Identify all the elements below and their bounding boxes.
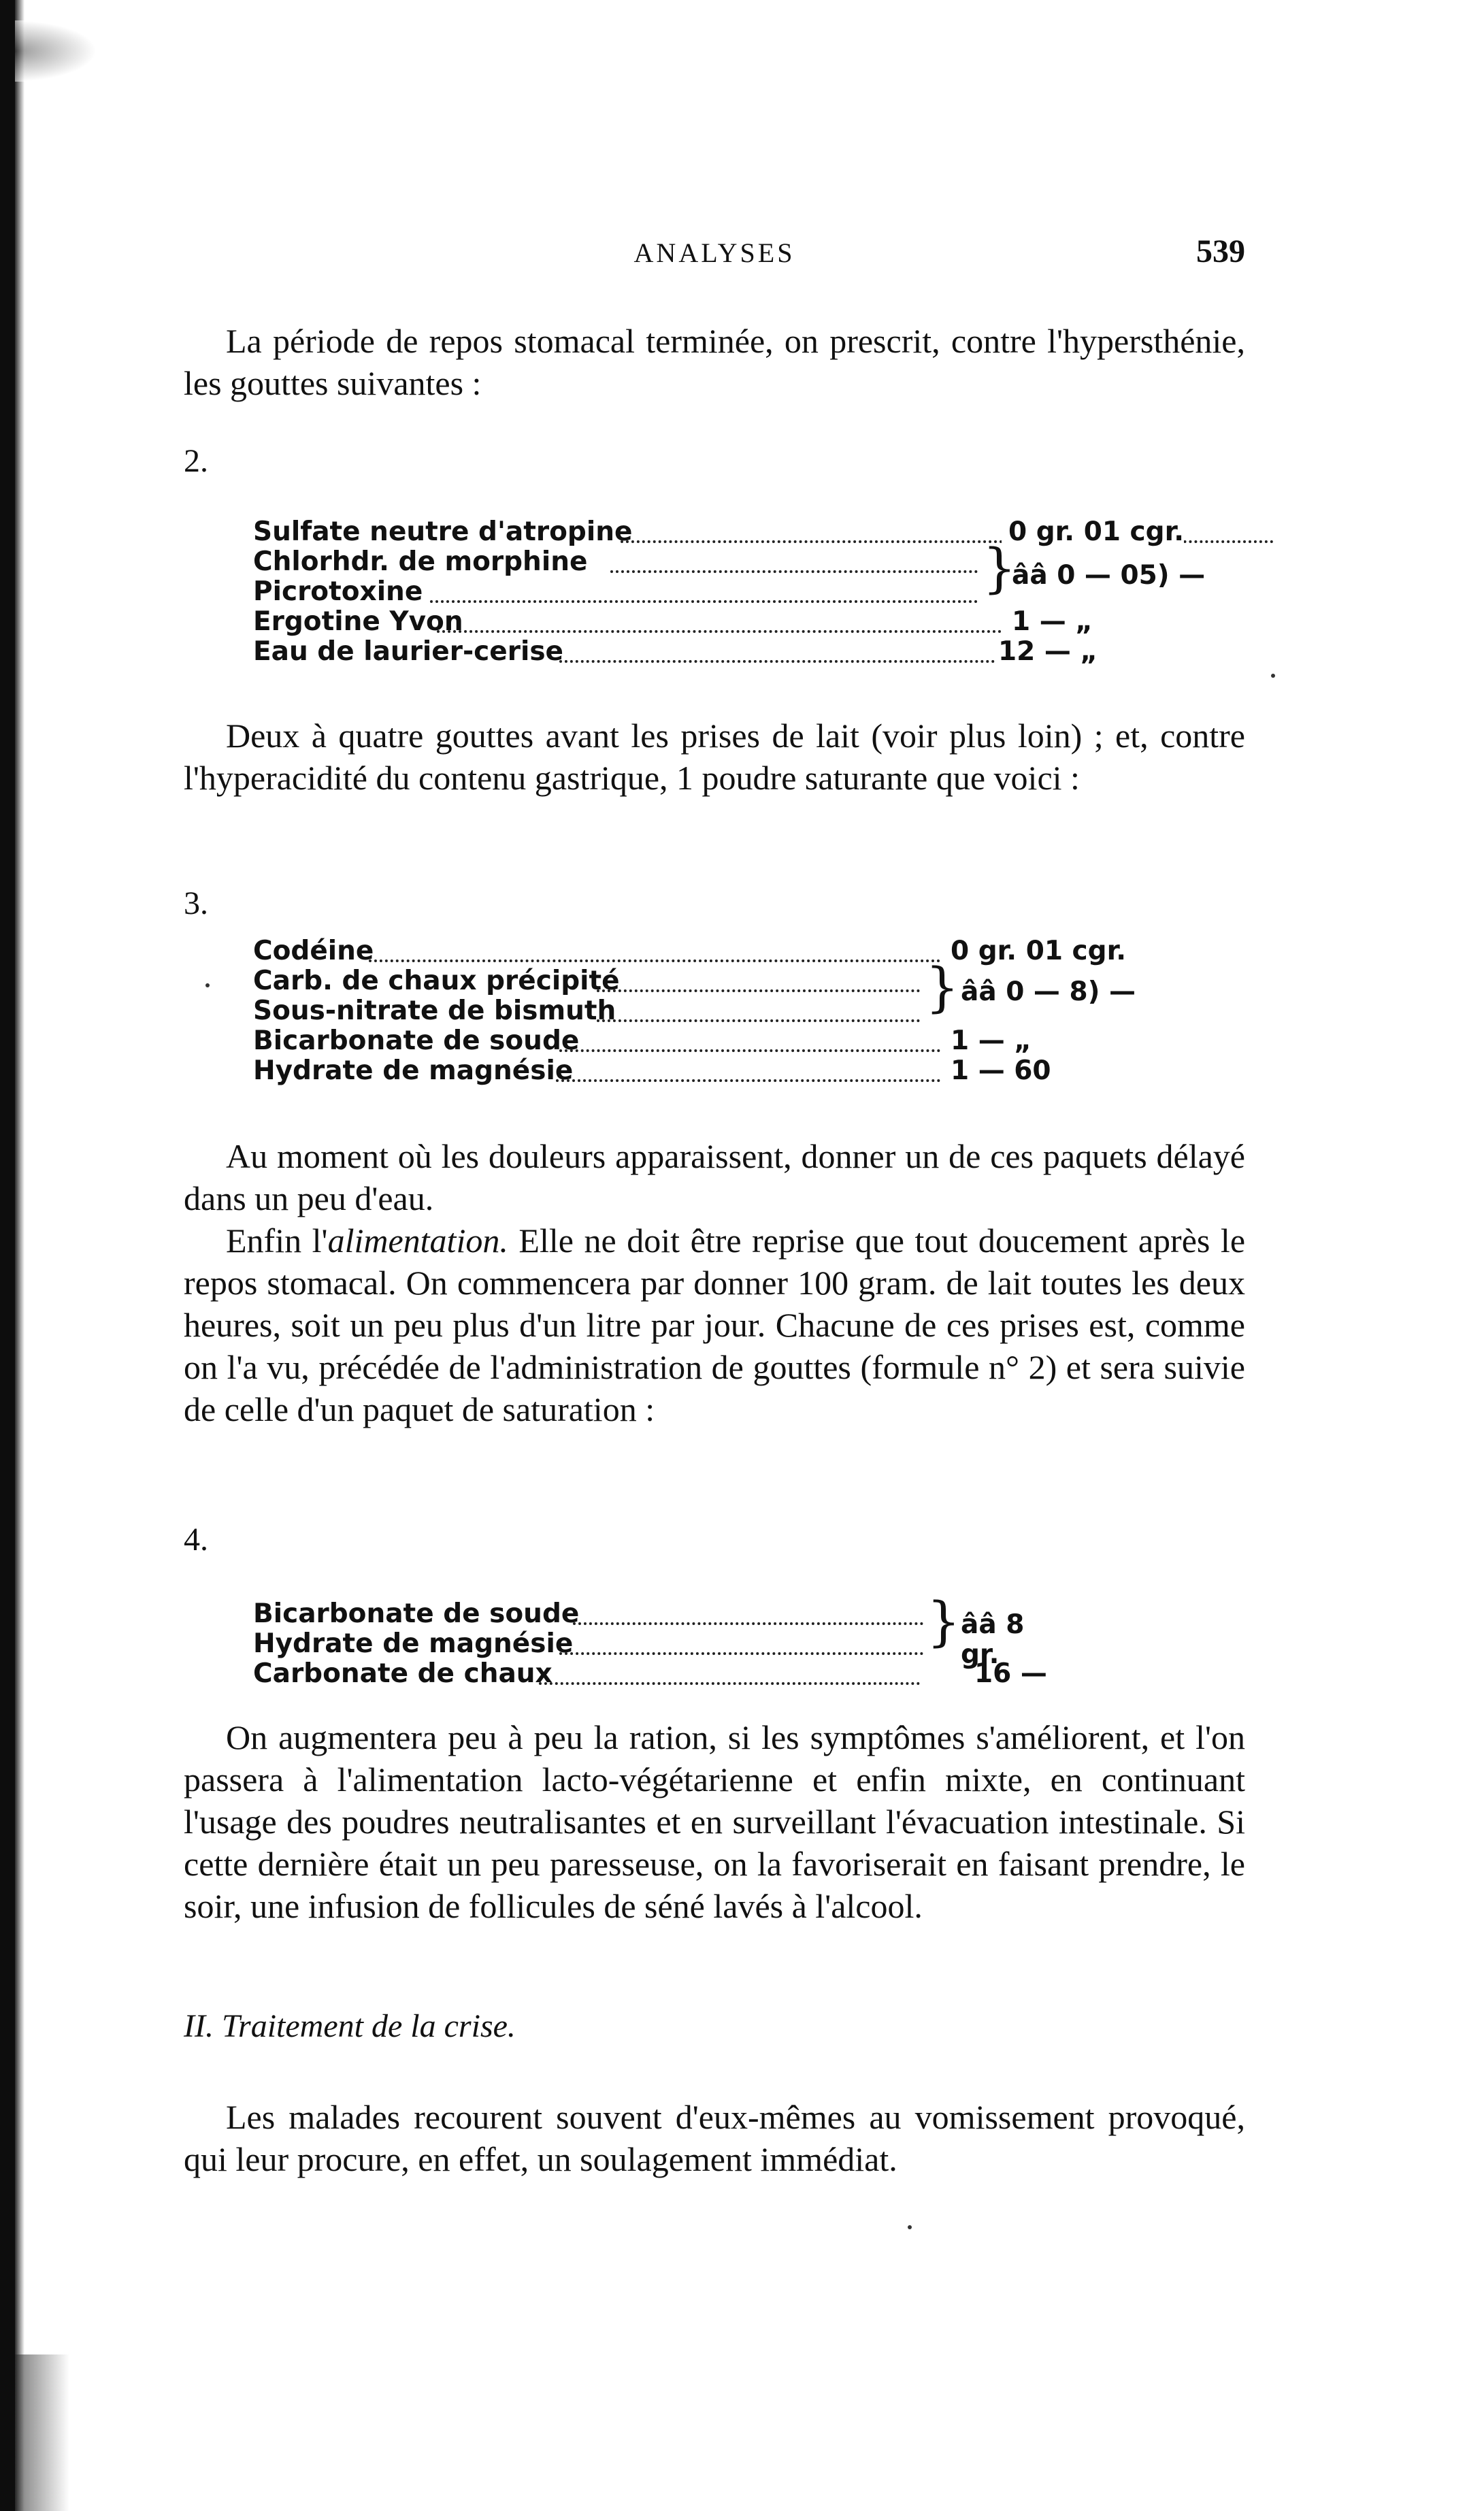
leader-dots	[437, 630, 1002, 633]
formula-2-row: Sulfate neutre d'atropine 0 gr. 01 cgr.	[253, 517, 1206, 547]
running-header	[184, 233, 1245, 278]
leader-dots	[559, 1652, 923, 1655]
brace: }	[983, 538, 1017, 600]
print-speck	[908, 2225, 912, 2229]
paragraph-1: La période de repos stomacal terminée, on prescrit, contre l'hypersthénie, les gouttes suivantes :	[184, 322, 1245, 402]
formula-2-row: Eau de laurier-cerise 12 — „	[253, 636, 1098, 667]
running-title: ANALYSES	[633, 237, 795, 268]
formula-4-table: Bicarbonate de soude Hydrate de magnésie Carbonate de chaux 16 — } ââ 8 gr.	[253, 1599, 1070, 1689]
paragraph-4: Enfin l'alimentation. Elle ne doit être reprise que tout doucement après le repos stomacal. On commencera par donner 100 gram. de lait toutes les deux heures, soit un peu plus d'un litre par jour. Chacune de ces prises est, comme on l'a vu, précédée de l'administration de gouttes (formule n° 2) et sera suivie de celle d'un paquet de saturation :	[184, 1221, 1246, 1428]
formula-2-row: Chlorhdr. de morphine	[253, 547, 1206, 577]
leader-dots	[430, 600, 978, 603]
print-speck	[1271, 674, 1275, 678]
formula-3-row: Codéine 0 gr. 01 cgr.	[253, 936, 1127, 966]
section-heading: II. Traitement de la crise.	[184, 2008, 516, 2044]
paragraph-3: Au moment où les douleurs apparaissent, donner un de ces paquets délayé dans un peu d'eau.	[184, 1137, 1245, 1217]
formula-3-row: Carb. de chaux précipité	[253, 966, 1206, 996]
leader-dots	[597, 989, 920, 992]
paragraph-2: Deux à quatre gouttes avant les prises de lait (voir plus loin) ; et, contre l'hyperacidité du contenu gastrique, 1 poudre saturante que voici :	[184, 717, 1245, 797]
formula-2-row: Ergotine Yvon 1 — „	[253, 606, 1093, 637]
brace: }	[925, 957, 959, 1019]
formula-3-row: Hydrate de magnésie 1 — 60	[253, 1055, 1051, 1086]
formula-4-row: Hydrate de magnésie	[253, 1629, 1070, 1659]
leader-dots	[559, 660, 995, 663]
paragraph-5: On augmentera peu à peu la ration, si les symptômes s'améliorent, et l'on passera à l'alimentation lacto-végétarienne et enfin mixte, en continuant l'usage des poudres neutralisantes et en surveillant l'évacuation intestinale. Si cette dernière était un peu paresseuse, on la favoriserait en faisant prendre, le soir, une infusion de follicules de séné lavés à l'alcool.	[184, 1718, 1245, 1925]
formula-2-table: Sulfate neutre d'atropine 0 gr. 01 cgr. Chlorhdr. de morphine Picrotoxine Ergotine Yvon 1 — „ Eau de laurier-cerise 12 — „ } ââ 0 — 05) —	[253, 517, 1206, 667]
formula-4-row: Carbonate de chaux 16 —	[253, 1658, 1047, 1689]
formula-3-row: Bicarbonate de soude 1 — „	[253, 1025, 1032, 1056]
brace: }	[927, 1592, 961, 1653]
formula-2-row: Picrotoxine	[253, 577, 1206, 607]
leader-dots	[559, 1049, 940, 1052]
binding-edge	[0, 0, 15, 2511]
scan-artifact-top	[15, 20, 97, 82]
paragraph-6: Les malades recourent souvent d'eux-mêmes au vomissement provoqué, qui leur procure, en effet, un soulagement immédiat.	[184, 2098, 1245, 2178]
formula-3-table: Codéine 0 gr. 01 cgr. Carb. de chaux précipité Sous-nitrate de bismuth Bicarbonate de soude 1 — „ Hydrate de magnésie 1 — 60 } ââ 0 — 8) —	[253, 936, 1206, 1086]
leader-dots	[597, 1019, 920, 1022]
leader-dots	[369, 959, 940, 962]
leader-dots	[556, 1079, 940, 1082]
leader-dots	[610, 570, 978, 573]
binding-shadow	[15, 0, 24, 2511]
formula-3-row: Sous-nitrate de bismuth	[253, 996, 1206, 1026]
print-speck	[205, 983, 210, 987]
formula-4-number: 4.	[184, 1522, 208, 1558]
formula-3-number: 3.	[184, 885, 208, 921]
scan-artifact-bottom	[15, 2354, 69, 2511]
leader-dots	[573, 1622, 923, 1625]
formula-2-number: 2.	[184, 443, 208, 479]
page-number: 539	[1196, 233, 1245, 269]
formula-4-row: Bicarbonate de soude	[253, 1599, 1070, 1629]
leader-dots	[539, 1682, 920, 1685]
